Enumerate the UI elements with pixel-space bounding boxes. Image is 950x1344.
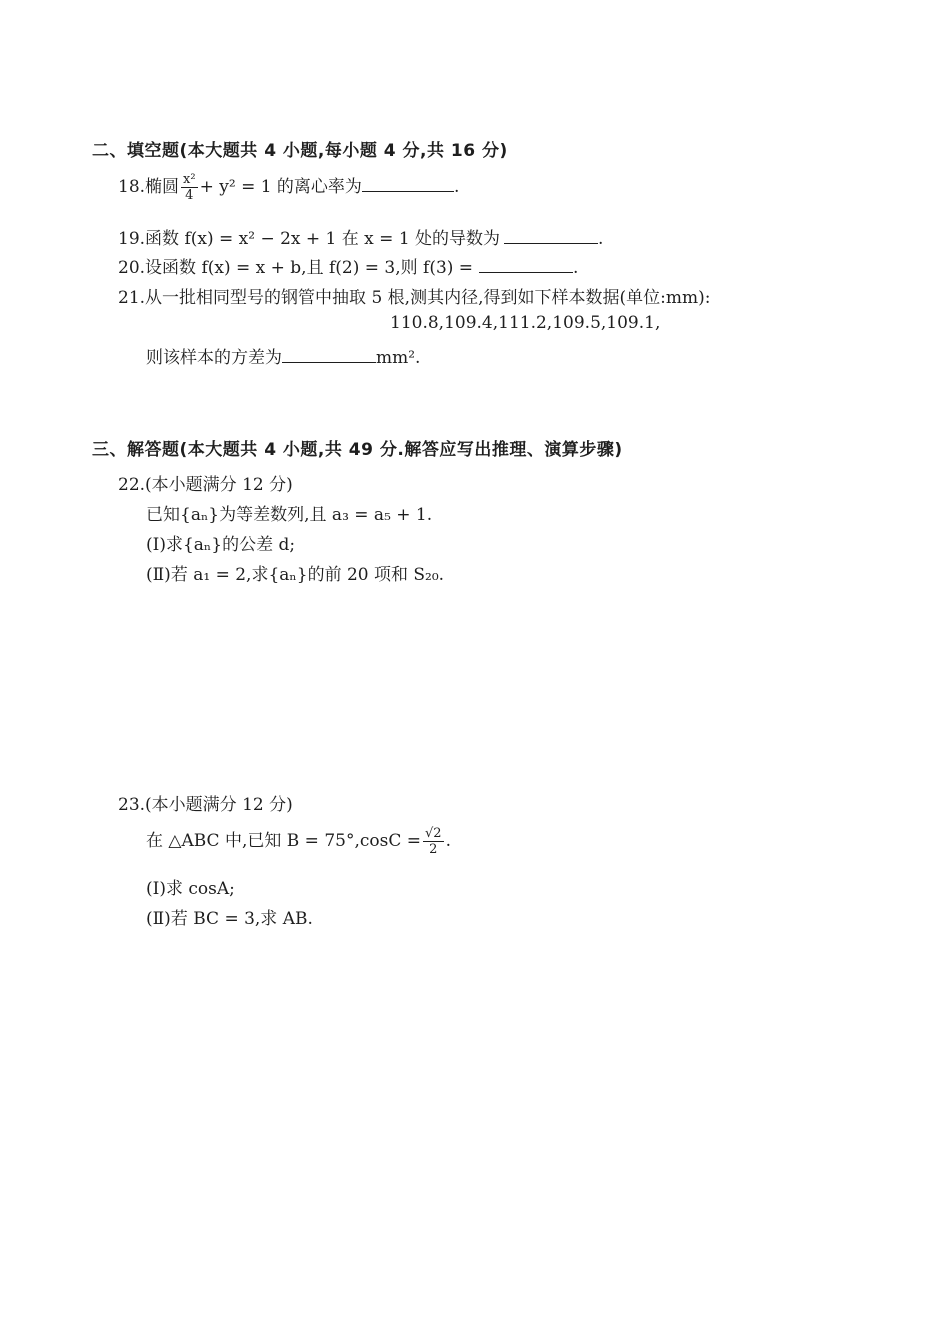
q18-answer-blank: [362, 175, 454, 192]
q20-text: 设函数 f(x) = x + b,且 f(2) = 3,则 f(3) =: [145, 258, 474, 278]
q19-number: 19.: [118, 229, 146, 249]
q18-end: .: [453, 177, 460, 197]
q23-stem-prefix: 在 △ABC 中,已知 B = 75°,cosC =: [146, 831, 421, 851]
q19-end: .: [598, 229, 604, 249]
q23-fraction: [423, 826, 444, 857]
q22-part-1: (Ⅰ)求{aₙ}的公差 d;: [146, 535, 296, 555]
q23-stem: [146, 826, 451, 857]
q23-stem-end: .: [445, 831, 451, 851]
q19-text: 函数 f(x) = x² − 2x + 1 在 x = 1 处的导数为: [145, 229, 501, 249]
question-19: [118, 224, 603, 249]
q22-stem: 已知{aₙ}为等差数列,且 a₃ = a₅ + 1.: [146, 505, 433, 525]
q22-header: 22.(本小题满分 12 分): [118, 475, 293, 495]
q20-number: 20.: [118, 258, 146, 278]
question-18: [118, 172, 459, 203]
q18-frac-num: x²: [183, 172, 196, 187]
q19-answer-blank: [504, 227, 598, 244]
q18-prefix: 椭圆: [145, 177, 180, 197]
q21-ask-line: [146, 343, 420, 368]
q20-answer-blank: [479, 256, 573, 273]
section-2-title: 二、填空题(本大题共 4 小题,每小题 4 分,共 16 分): [92, 141, 508, 161]
q18-fraction: [181, 172, 198, 203]
q21-answer-blank: [282, 346, 376, 363]
q23-frac-num: √2: [425, 826, 442, 841]
q21-text: 从一批相同型号的钢管中抽取 5 根,测其内径,得到如下样本数据(单位:mm):: [145, 288, 711, 308]
q23-part-2: (Ⅱ)若 BC = 3,求 AB.: [146, 909, 313, 929]
question-20: [118, 253, 578, 278]
q20-end: .: [573, 258, 579, 278]
q21-sample-data: 110.8,109.4,111.2,109.5,109.1,: [390, 313, 661, 333]
q21-unit: mm².: [376, 348, 421, 368]
q22-part-2: (Ⅱ)若 a₁ = 2,求{aₙ}的前 20 项和 S₂₀.: [146, 565, 445, 585]
q18-frac-den: 4: [185, 188, 194, 203]
q18-number: 18.: [118, 177, 146, 197]
q23-header: 23.(本小题满分 12 分): [118, 795, 293, 815]
q23-frac-den: 2: [429, 842, 438, 857]
question-21: [118, 283, 710, 308]
q21-ask: 则该样本的方差为: [146, 348, 282, 368]
q23-part-1: (Ⅰ)求 cosA;: [146, 879, 235, 899]
q18-mid: + y² = 1 的离心率为: [199, 177, 362, 197]
section-3-title: 三、解答题(本大题共 4 小题,共 49 分.解答应写出推理、演算步骤): [92, 440, 623, 460]
q21-number: 21.: [118, 288, 146, 308]
